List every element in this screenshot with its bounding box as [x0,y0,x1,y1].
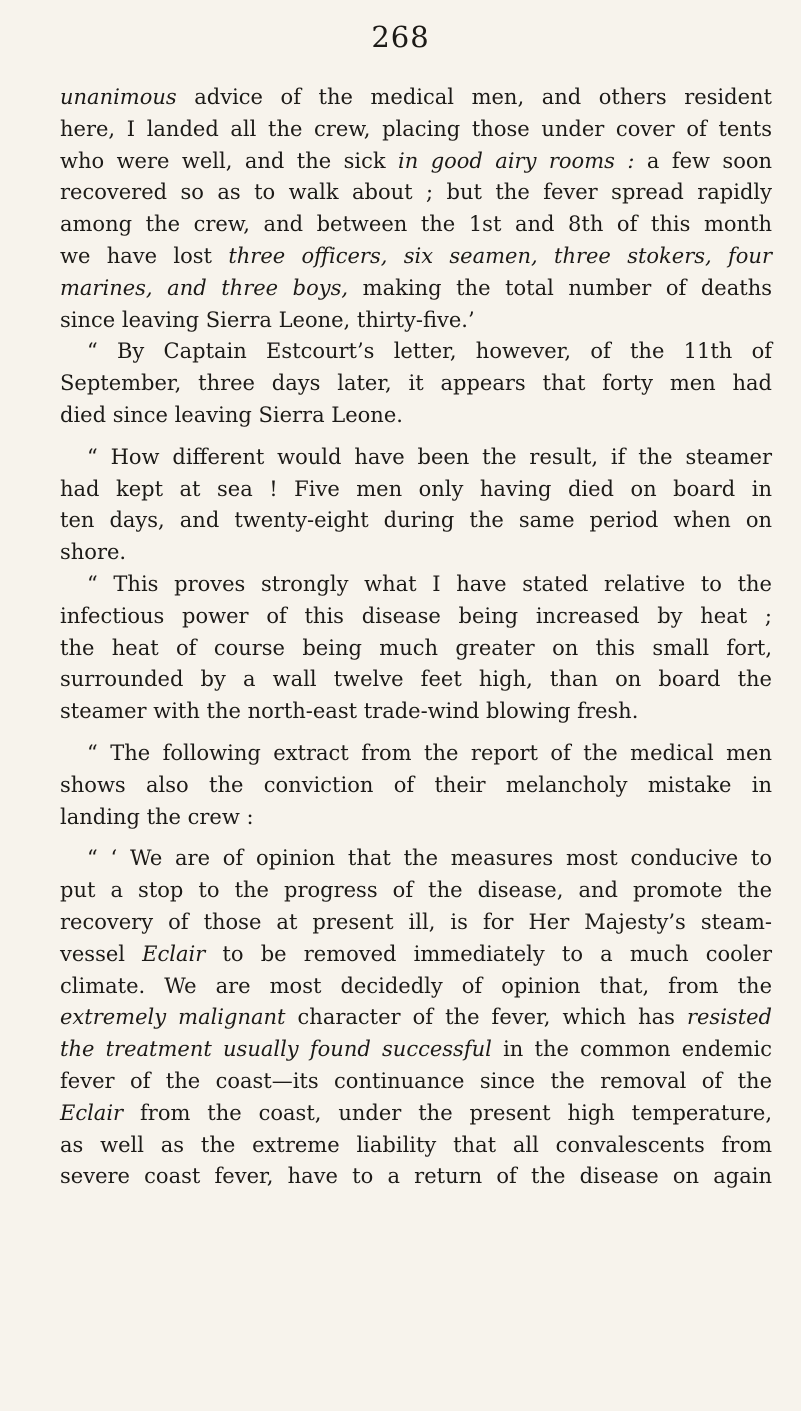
text-span: “ How different would have been the result, if the steamer [87,444,772,469]
text-line [60,907,772,939]
text-span: here, I landed all the crew, placing those under cover of tents [60,116,772,141]
text-span: advice of the medical men, and others resident [176,85,772,109]
text-span: character of the fever, which has [285,1005,687,1030]
text-span: steamer with the north-east trade-wind blowing fresh. [60,699,639,724]
text-line [60,442,772,474]
text-line [60,843,772,875]
text-span: in the common endemic [491,1037,772,1062]
text-span: had kept at sea ! Five men only having died on board in [60,476,772,501]
text-span: “ The following extract from the report of the medical men [87,740,772,765]
text-span: shows also the conviction of their melancholy mistake in [60,772,772,797]
text-line [60,939,772,971]
text-span: ten days, and twenty-eight during the same period when on [60,508,772,533]
text-line [60,875,772,907]
text-span: resisted [686,1005,772,1030]
text-span: we have lost [60,243,229,268]
text-span: “ By Captain Estcourt’s letter, however, of the 11th of [87,339,772,364]
text-line [60,1002,772,1034]
text-span: the treatment usually found successful [60,1037,492,1062]
text-line [60,273,772,305]
text-span: died since leaving Sierra Leone. [60,402,403,427]
text-line [60,305,772,337]
text-line [60,633,772,665]
text-span: recovered so as to walk about ; but the fever spread rapidly [60,180,772,205]
text-span: recovery of those at present ill, is for Her Majesty’s steam- [60,909,772,934]
text-span: fever of the coast—its continuance since the removal of the [60,1068,772,1093]
text-span: a few soon [634,148,773,173]
text-line [60,802,772,834]
text-line [60,474,772,506]
text-line [60,696,772,728]
text-span: landing the crew : [60,804,254,829]
text-span: put a stop to the progress of the disease, and promote the [60,878,772,903]
text-span: severe coast fever, have to a return of the disease on again [60,1164,772,1189]
text-span: who were well, and the sick [60,148,399,173]
text-span: climate. We are most decidedly of opinion that, from the [60,973,772,998]
text-span: as well as the extreme liability that all convalescents from [60,1132,772,1157]
text-span: “ ‘ We are of opinion that the measures most conducive to [87,846,772,871]
text-line [60,1161,772,1193]
text-span: “ This proves strongly what I have stated relative to the [87,571,772,596]
text-line [60,569,772,601]
text-line [60,400,772,432]
text-line [60,738,772,770]
text-span: infectious power of this disease being increased by heat ; [60,603,772,628]
text-line [60,1066,772,1098]
page-number: 268 [371,20,430,54]
text-line [60,336,772,368]
text-line [60,1034,772,1066]
text-line [60,209,772,241]
text-span: vessel [60,941,143,966]
text-span: in good airy rooms : [398,148,635,173]
text-line [60,537,772,569]
text-line [60,82,772,114]
text-span: surrounded by a wall twelve feet high, than on board the [60,667,772,692]
text-span: shore. [60,540,127,565]
text-line [60,177,772,209]
text-span: Eclair [60,1100,124,1125]
text-line [60,971,772,1003]
text-span: September, three days later, it appears that forty men had [60,371,772,396]
text-span: making the total number of deaths [348,275,772,300]
text-span: the heat of course being much greater on this small fort, [60,635,772,660]
text-span: since leaving Sierra Leone, thirty-five.’ [60,307,475,332]
body-text [60,82,772,1193]
text-line [60,601,772,633]
text-line [60,505,772,537]
text-line [60,770,772,802]
text-span: extremely malignant [60,1005,286,1030]
text-span: from the coast, under the present high temperature, [123,1100,772,1125]
text-line [60,664,772,696]
text-span: Eclair [142,941,206,966]
text-line [60,368,772,400]
text-span: among the crew, and between the 1st and 8th of this month [60,212,772,237]
text-line [60,146,772,178]
text-line [60,241,772,273]
text-line [60,114,772,146]
text-span: unanimous [60,85,177,109]
text-span: marines, and three boys, [60,275,349,300]
text-span: three officers, six seamen, three stokers, four [228,243,772,268]
text-line [60,1098,772,1130]
text-span: to be removed immediately to a much cooler [205,941,773,966]
text-line [60,1130,772,1162]
